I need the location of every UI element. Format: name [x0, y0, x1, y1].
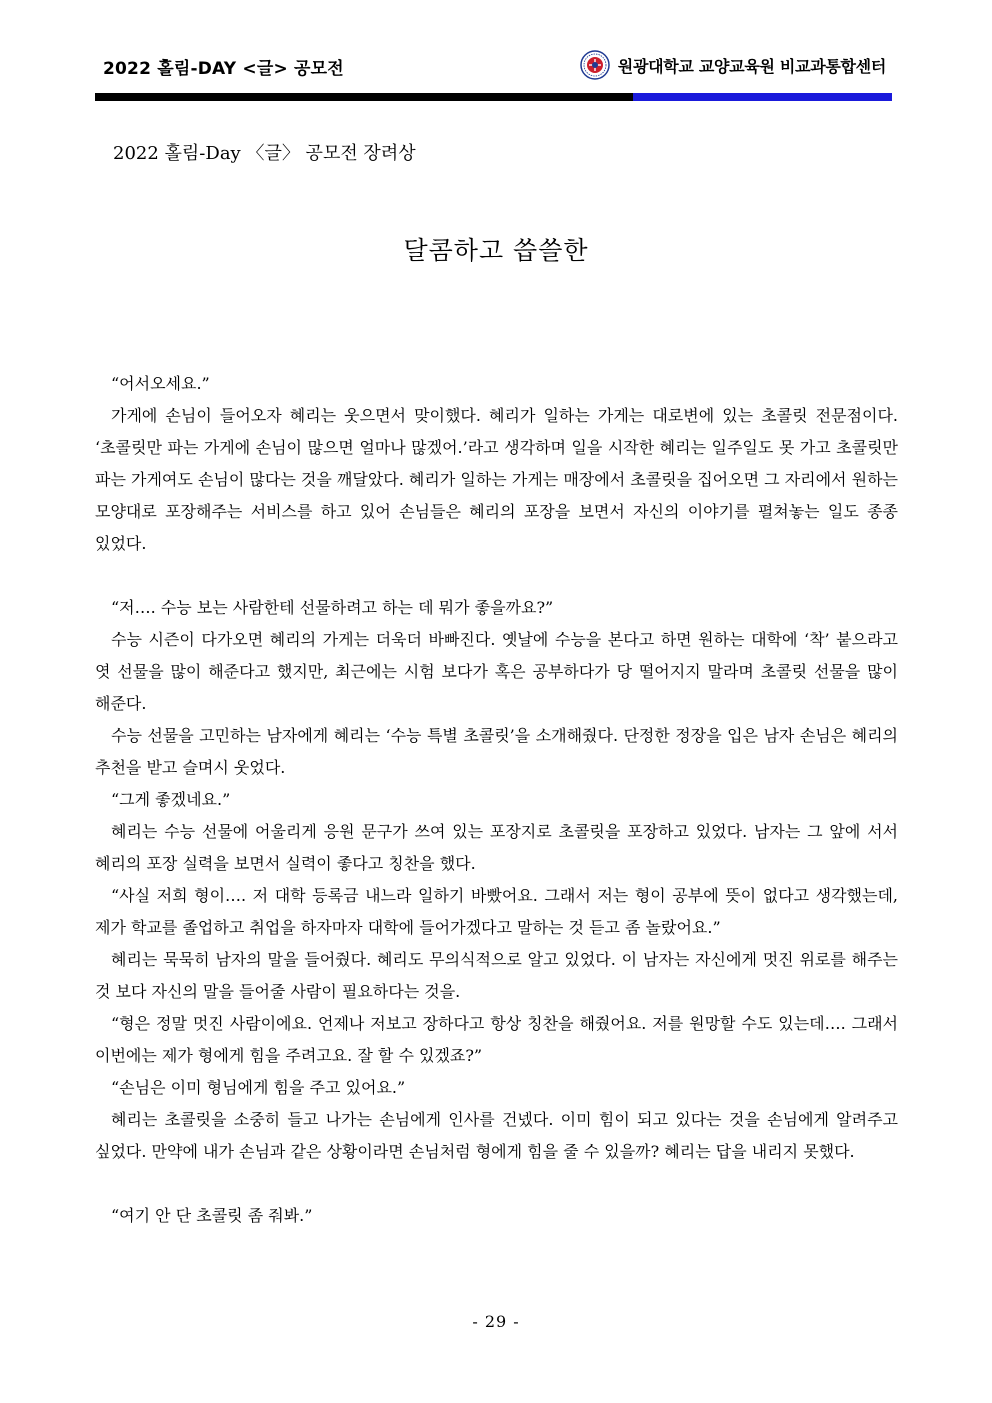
header-divider-black	[95, 93, 633, 101]
university-seal-icon	[580, 50, 610, 80]
story-paragraph: 수능 선물을 고민하는 남자에게 혜리는 ‘수능 특별 초콜릿’을 소개해줬다. 단정한 정장을 입은 남자 손님은 혜리의 추천을 받고 슬며시 웃었다.	[95, 726, 898, 777]
story-paragraph: 가게에 손님이 들어오자 혜리는 웃으면서 맞이했다. 혜리가 일하는 가게는 대로변에 있는 초콜릿 전문점이다. ‘초콜릿만 파는 가게에 손님이 많으면 얼마나 많겠어.’라고 생각하며 일을 시작한 혜리는 일주일도 못 가고 초콜릿만 파는 가게여도 손님이 많다는 것을 깨달았다. 혜리가 일하는 가게는 매장에서 초콜릿을 집어오면 그 자리에서 원하는 모양대로 포장해주는 서비스를 하고 있어 손님들은 혜리의 포장을 보면서 자신의 이야기를 펼쳐놓는 일도 종종 있었다.	[95, 406, 898, 553]
header-organization-name: 원광대학교 교양교육원 비교과통합센터	[617, 56, 886, 76]
story-title: 달콤하고 씁쓸한	[403, 236, 589, 265]
story-paragraph: “형은 정말 멋진 사람이에요. 언제나 저보고 장하다고 항상 칭찬을 해줬어요. 저를 원망할 수도 있는데…. 그래서 이번에는 제가 형에게 힘을 주려고요. 잘 할 수 있겠죠?”	[95, 1014, 898, 1065]
story-paragraph: “어서오세요.”	[111, 374, 210, 393]
award-line: 2022 홀림-Day 〈글〉 공모전 장려상	[113, 143, 416, 164]
story-paragraph: “여기 안 단 초콜릿 좀 줘봐.”	[111, 1206, 313, 1225]
header-divider-blue	[633, 93, 892, 101]
page-number: - 29 -	[472, 1312, 520, 1331]
header-divider	[95, 93, 892, 101]
story-paragraph: 혜리는 묵묵히 남자의 말을 들어줬다. 혜리도 무의식적으로 알고 있었다. 이 남자는 자신에게 멋진 위로를 해주는 것 보다 자신의 말을 들어줄 사람이 필요하다는 것을.	[95, 950, 898, 1001]
story-paragraph: 수능 시즌이 다가오면 혜리의 가게는 더욱더 바빠진다. 옛날에 수능을 본다고 하면 원하는 대학에 ‘착’ 붙으라고 엿 선물을 많이 해준다고 했지만, 최근에는 시험 보다가 혹은 공부하다가 당 떨어지지 말라며 초콜릿 선물을 많이 해준다.	[95, 630, 898, 713]
story-body	[95, 368, 898, 1232]
header-event-title: 2022 홀림-DAY <글> 공모전	[103, 59, 344, 79]
story-paragraph: “손님은 이미 형님에게 힘을 주고 있어요.”	[111, 1078, 406, 1097]
story-paragraph: “그게 좋겠네요.”	[111, 790, 231, 809]
story-paragraph: 혜리는 수능 선물에 어울리게 응원 문구가 쓰여 있는 포장지로 초콜릿을 포장하고 있었다. 남자는 그 앞에 서서 혜리의 포장 실력을 보면서 실력이 좋다고 칭찬을 했다.	[95, 822, 898, 873]
story-paragraph: “사실 저희 형이…. 저 대학 등록금 내느라 일하기 바빴어요. 그래서 저는 형이 공부에 뜻이 없다고 생각했는데, 제가 학교를 졸업하고 취업을 하자마자 대학에 들어가겠다고 말하는 것 듣고 좀 놀랐어요.”	[95, 886, 898, 937]
paragraph-spacer	[95, 1168, 898, 1200]
page-header	[95, 40, 892, 102]
story-paragraph: “저…. 수능 보는 사람한테 선물하려고 하는 데 뭐가 좋을까요?”	[111, 598, 554, 617]
paragraph-spacer	[95, 560, 898, 592]
story-paragraph: 혜리는 초콜릿을 소중히 들고 나가는 손님에게 인사를 건넸다. 이미 힘이 되고 있다는 것을 손님에게 알려주고 싶었다. 만약에 내가 손님과 같은 상황이라면 손님처럼 형에게 힘을 줄 수 있을까? 혜리는 답을 내리지 못했다.	[95, 1110, 898, 1161]
header-organization	[580, 50, 886, 80]
